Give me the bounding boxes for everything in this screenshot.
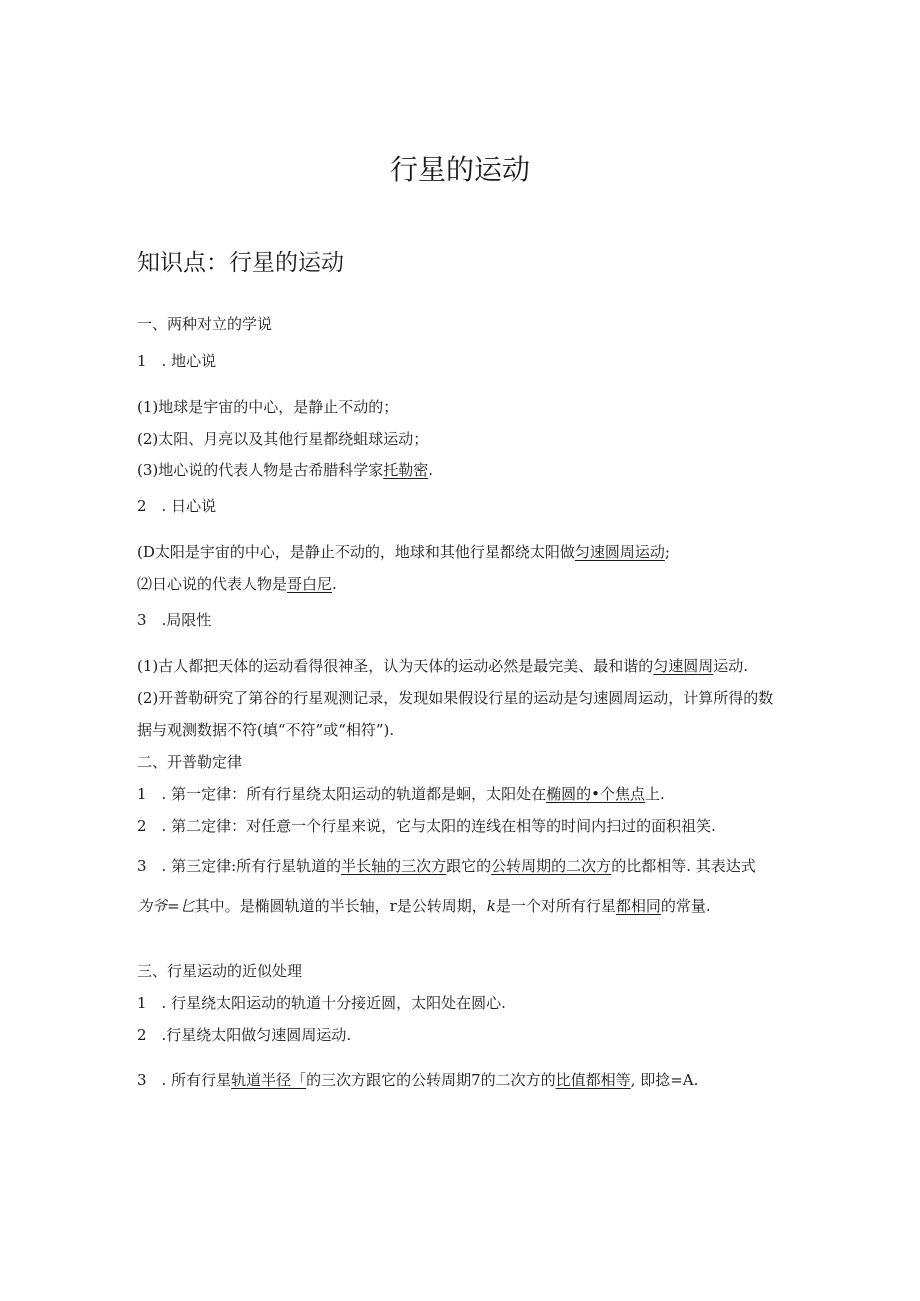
heading-three: 三、行星运动的近似处理 (137, 962, 303, 980)
text: ⑵日心说的代表人物是 (137, 575, 288, 593)
approximation-point-1: 1 . 行星绕太阳运动的轨道十分接近圆，太阳处在圆心. (137, 994, 506, 1012)
text: 上. (644, 785, 665, 803)
answer-blank: 匀速圆周运动 (574, 543, 665, 561)
approximation-point-2: 2 .行星绕太阳做匀速圆周运动. (137, 1026, 352, 1044)
approximation-point-3 (137, 1070, 698, 1090)
limitation-point-2-line-2: 据与观测数据不符(填“不符”或“相符”). (137, 721, 395, 739)
formula: 为爷=匕 (137, 897, 195, 915)
kepler-second-law: 2 . 第二定律：对任意一个行星来说，它与太阳的连线在相等的时间内扫过的面积祖笑. (137, 817, 716, 835)
heliocentric-point-2 (137, 574, 337, 594)
heading-two: 二、开普勒定律 (137, 753, 243, 771)
text: 的三次方跟它的公转周期7的二次方的 (306, 1071, 556, 1089)
text: , 即捻=A. (630, 1071, 699, 1089)
answer-blank: 托勒密 (383, 461, 429, 479)
text: (1)古人都把天体的运动看得很神圣，认为天体的运动必然是最完美、最和谐的 (137, 657, 654, 675)
text: 3 . 第三定律:所有行星轨道的 (137, 857, 342, 875)
text: (D太阳是宇宙的中心，是静止不动的，地球和其他行星都绕太阳做 (137, 543, 575, 561)
document-title: 行星的运动 (389, 153, 530, 186)
text: 3 . 所有行星 (137, 1071, 232, 1089)
answer-blank: 公转周期的二次方 (491, 857, 612, 875)
section-heading: 知识点：行星的运动 (137, 250, 344, 276)
text: 运动. (713, 657, 749, 675)
text: 跟它的 (446, 857, 492, 875)
answer-blank: 比值都相等 (555, 1071, 631, 1089)
heliocentric-point-1 (137, 542, 670, 562)
geocentric-point-3 (137, 460, 433, 480)
text: 的常量. (660, 897, 711, 915)
answer-blank: 哥白尼 (287, 575, 333, 593)
item-label-limitations: 3 .局限性 (137, 611, 212, 629)
limitation-point-2-line-1: (2)开普勒研究了第谷的行星观测记录，发现如果假设行星的运动是匀速圆周运动，计算所得的数 (137, 689, 774, 707)
limitation-point-1 (137, 656, 748, 676)
text: 1 . 第一定律：所有行星绕太阳运动的轨道都是蛔，太阳处在 (137, 785, 547, 803)
answer-blank: 匀速圆周 (653, 657, 714, 675)
text: (3)地心说的代表人物是古希腊科学家 (137, 461, 384, 479)
geocentric-point-2: (2)太阳、月亮以及其他行星都绕蛆球运动； (137, 430, 429, 448)
item-label-heliocentric: 2 . 日心说 (137, 497, 217, 515)
text: . (332, 575, 337, 593)
text: . (428, 461, 434, 479)
heading-one: 一、两种对立的学说 (137, 315, 273, 333)
text: 是一个对所有行星 (495, 897, 616, 915)
answer-blank: 都相同 (615, 897, 661, 915)
kepler-first-law (137, 784, 665, 804)
kepler-third-law-line-1 (137, 856, 756, 876)
answer-blank: 轨道半径「 (231, 1071, 307, 1089)
text: 的比都相等. 其表达式 (611, 857, 756, 875)
answer-blank: 椭圆的•个焦点 (546, 785, 645, 803)
formula-symbol: k (486, 897, 496, 915)
geocentric-point-1: (1)地球是宇宙的中心，是静止不动的； (137, 398, 399, 416)
kepler-third-law-line-2 (137, 896, 711, 916)
answer-blank: 半长轴的三次方 (341, 857, 447, 875)
text: ; (664, 543, 670, 561)
item-label-geocentric: 1 . 地心说 (137, 352, 217, 370)
text: 其中。是椭圆轨道的半长轴，r是公转周期， (194, 897, 487, 915)
